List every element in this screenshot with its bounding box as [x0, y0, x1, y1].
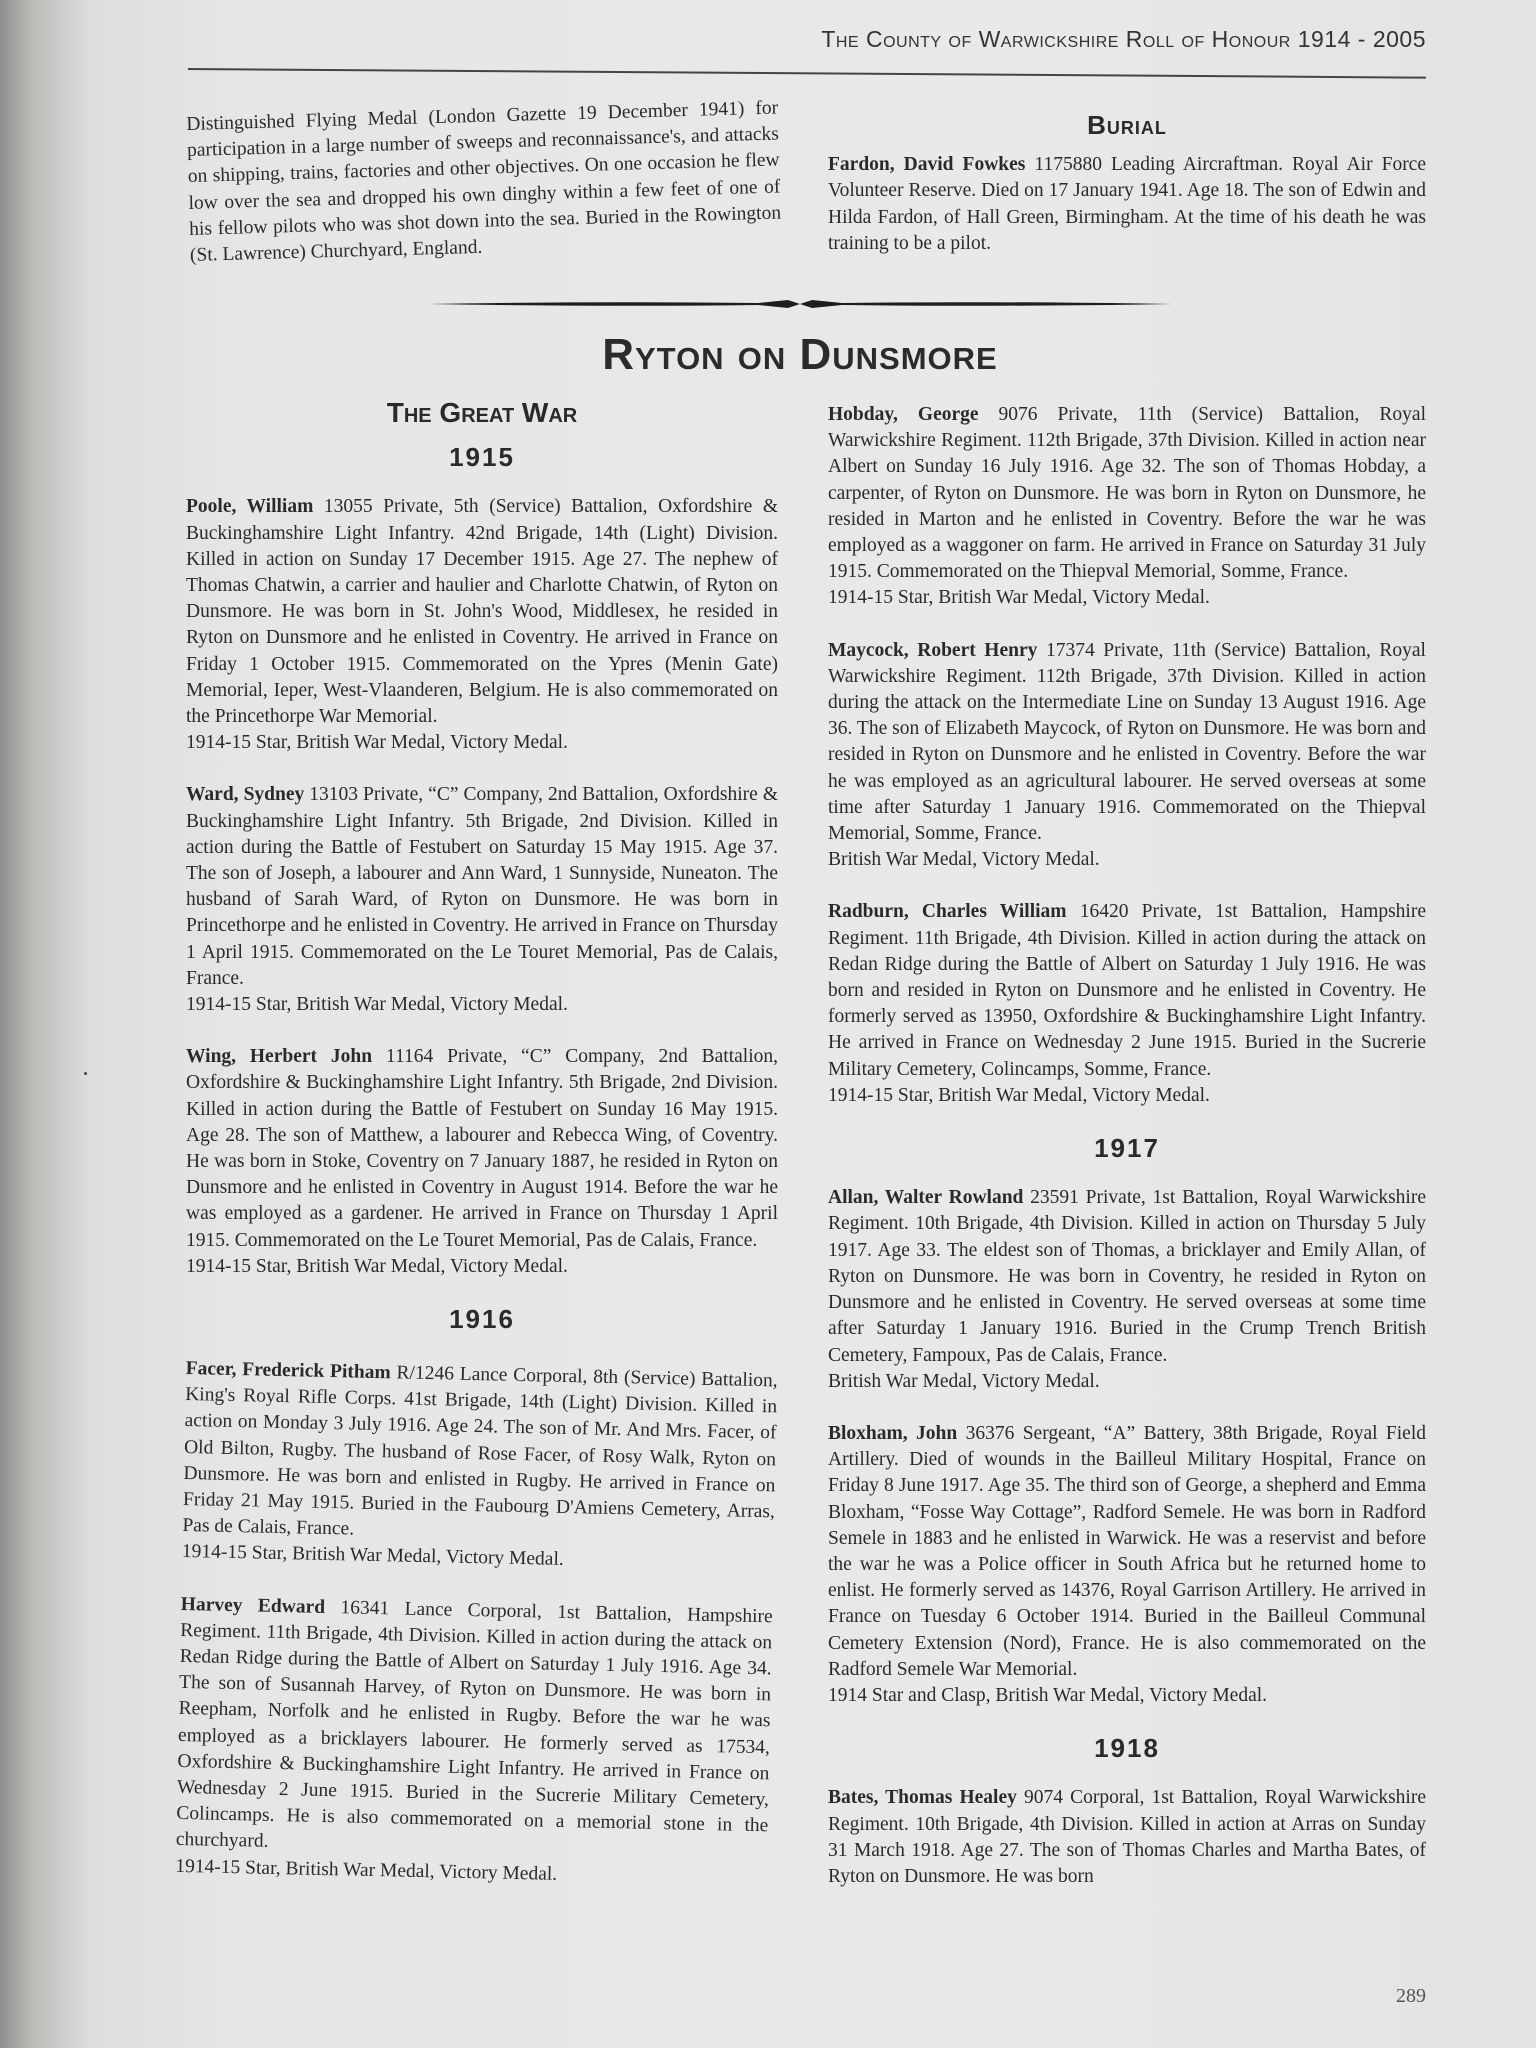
entry-harvey: [175, 1592, 773, 1893]
page-number: 289: [1396, 1985, 1426, 2007]
right-column: [828, 402, 1426, 1916]
entry-text: 16341 Lance Corporal, 1st Battalion, Hampshire Regiment. 11th Brigade, 4th Division. Killed in action during the attack on Redan Ridge during the Battle of Albert on Saturday 1 July 1916. Age 34. The son of Susannah Harvey, of Ryton on Dunsmore. He was born in Reepham, Norfolk and he enlisted in Rugby. Before the war he was employed as a bricklayers labourer. He formerly served as 17534, Oxfordshire & Buckinghamshire Light Infantry. He arrived in France on Wednesday 2 June 1915. Buried in the Sucrerie Military Cemetery, Colincamps. He is also commemorated on a memorial stone in the churchyard.: [175, 1596, 773, 1853]
entry-name: Fardon, David Fowkes: [828, 154, 1026, 176]
place-title: Ryton on Dunsmore: [602, 330, 998, 379]
year-heading-1917: 1917: [1094, 1133, 1160, 1164]
running-head: The County of Warwickshire Roll of Honour 1914 - 2005: [821, 26, 1426, 52]
entry-bloxham: [828, 1421, 1426, 1709]
entry-medals: 1914-15 Star, British War Medal, Victory Medal.: [181, 1541, 564, 1571]
entry-text: 13055 Private, 5th (Service) Battalion, Oxfordshire & Buckinghamshire Light Infantry. 42nd Brigade, 14th (Light) Division. Killed in action on Sunday 17 December 1915. Age 27. The nephew of Thomas Chatwin, a carrier and haulier and Charlotte Chatwin, of Ryton on Dunsmore. He was born in St. John's Wood, Middlesex, he resided in Ryton on Dunsmore and he enlisted in Coventry. He arrived in France on Friday 1 October 1915. Commemorated on the Ypres (Menin Gate) Memorial, Ieper, West-Vlaanderen, Belgium. He is also commemorated on the Princethorpe War Memorial.: [186, 496, 778, 728]
year-heading-1916: 1916: [449, 1304, 515, 1335]
entry-maycock: [828, 638, 1426, 874]
entry-text: 13103 Private, “C” Company, 2nd Battalion, Oxfordshire & Buckinghamshire Light Infantry. 5th Brigade, 2nd Division. Killed in action during the Battle of Festubert on Saturday 15 May 1915. Age 37. The son of Joseph, a labourer and Ann Ward, 1 Sunnyside, Nuneaton. The husband of Sarah Ward, of Ryton on Dunsmore. He was born in Princethorpe and he enlisted in Coventry. He arrived in France on Thursday 1 April 1915. Commemorated on the Le Touret Memorial, Pas de Calais, France.: [186, 784, 778, 989]
entry-medals: 1914-15 Star, British War Medal, Victory Medal.: [186, 732, 568, 754]
burial-section: [828, 112, 1426, 257]
entry-text: 9074 Corporal, 1st Battalion, Royal Warwickshire Regiment. 10th Brigade, 4th Division. Killed in action at Arras on Sunday 31 March 1918. Age 27. The son of Thomas Charles and Martha Bates, of Ryton on Dunsmore. He was born: [828, 1787, 1426, 1887]
burial-heading: Burial: [1087, 110, 1167, 140]
entry-text: 36376 Sergeant, “A” Battery, 38th Brigade, Royal Field Artillery. Died of wounds in the Bailleul Military Hospital, France on Friday 8 June 1917. Age 35. The third son of George, a shepherd and Emma Bloxham, “Fosse Way Cottage”, Radford Semele. He was born in Radford Semele in 1883 and he enlisted in Warwick. He was a reservist and before the war he was a Police officer in South Africa but he returned home to enlist. He formerly served as 14376, Royal Garrison Artillery. He arrived in France on Tuesday 6 October 1914. Buried in the Bailleul Communal Cemetery Extension (Nord), France. He is also commemorated on the Radford Semele War Memorial.: [828, 1422, 1427, 1680]
entry-medals: British War Medal, Victory Medal.: [828, 1370, 1100, 1392]
entry-name: Poole, William: [186, 496, 314, 518]
entry-name: Facer, Frederick Pitham: [185, 1358, 391, 1384]
entry-name: Radburn, Charles William: [828, 901, 1067, 923]
entry-name: Bates, Thomas Healey: [828, 1787, 1017, 1809]
entry-text: 9076 Private, 11th (Service) Battalion, Royal Warwickshire Regiment. 112th Brigade, 37th Division. Killed in action near Albert on Sunday 16 July 1916. Age 32. The son of Thomas Hobday, a carpenter, of Ryton on Dunsmore. He was born in Ryton on Dunsmore, he resided in Marton and he enlisted in Coventry. Before the war he was employed as a waggoner on farm. He arrived in France on Saturday 31 July 1915. Commemorated on the Thiepval Memorial, Somme, France.: [828, 404, 1426, 583]
year-heading-1918: 1918: [1094, 1733, 1160, 1764]
entry-medals: 1914-15 Star, British War Medal, Victory Medal.: [175, 1855, 558, 1885]
left-column: [175, 397, 779, 1906]
continued-entry-text: Distinguished Flying Medal (London Gazette 19 December 1941) for participation in a large number of sweeps and reconnaissance's, and attacks on shipping, trains, factories and other objectives. On one occasion he flew low over the sea and dropped his own dinghy within a few feet of one of his fellow pilots who was shot down into the sea. Buried in the Rowington (St. Lawrence) Churchyard, England.: [186, 97, 782, 266]
page-speck: [84, 1072, 87, 1075]
entry-ward: [186, 782, 778, 1018]
entry-allan: [828, 1185, 1426, 1395]
entry-name: Allan, Walter Rowland: [828, 1187, 1024, 1209]
entry-text: R/1246 Lance Corporal, 8th (Service) Battalion, King's Royal Rifle Corps. 41st Brigade, 14th (Light) Division. Killed in action on Monday 3 July 1916. Age 24. The son of Mr. And Mrs. Facer, of Old Bilton, Rugby. The husband of Rose Facer, of Rosy Walk, Ryton on Dunsmore. He was born and enlisted in Rugby. He arrived in France on Friday 21 May 1915. Buried in the Faubourg D'Amiens Cemetery, Arras, Pas de Calais, France.: [182, 1362, 778, 1541]
entry-name: Hobday, George: [828, 404, 979, 425]
entry-text: 16420 Private, 1st Battalion, Hampshire Regiment. 11th Brigade, 4th Division. Killed in action during the attack on Redan Ridge during the Battle of Albert on Saturday 1 July 1916. He was born and resided in Ryton on Dunsmore and he enlisted in Coventry. He formerly served as 13950, Oxfordshire & Buckinghamshire Light Infantry. He arrived in France on Wednesday 2 June 1915. Buried in the Sucrerie Military Cemetery, Colincamps, Somme, France.: [828, 901, 1426, 1080]
entry-text: 11164 Private, “C” Company, 2nd Battalion, Oxfordshire & Buckinghamshire Light Infantry. 5th Brigade, 2nd Division. Killed in action during the Battle of Festubert on Sunday 16 May 1915. Age 28. The son of Matthew, a labourer and Rebecca Wing, of Coventry. He was born in Stoke, Coventry on 7 January 1887, he resided in Ryton on Dunsmore and he enlisted in Coventry in August 1914. Before the war he was employed as a gardener. He arrived in France on Thursday 1 April 1915. Commemorated on the Le Touret Memorial, Pas de Calais, France.: [186, 1046, 779, 1251]
entry-text: 23591 Private, 1st Battalion, Royal Warwickshire Regiment. 10th Brigade, 4th Division. Killed in action on Thursday 5 July 1917. Age 33. The eldest son of Thomas, a bricklayer and Emily Allan, of Ryton on Dunsmore. He was born in Coventry, he resided in Ryton on Dunsmore and he enlisted in Coventry. He served overseas at some time after Saturday 1 January 1916. Buried in the Crump Trench British Cemetery, Fampoux, Pas de Calais, France.: [828, 1187, 1426, 1366]
section-title: The Great War: [386, 397, 578, 428]
entry-poole: [186, 494, 778, 756]
entry-medals: 1914-15 Star, British War Medal, Victory Medal.: [828, 1084, 1210, 1106]
entry-hobday: [828, 402, 1426, 612]
entry-name: Ward, Sydney: [186, 784, 305, 806]
entry-name: Wing, Herbert John: [186, 1046, 373, 1068]
entry-facer: [182, 1356, 778, 1578]
entry-bates: [828, 1785, 1426, 1890]
entry-medals: 1914 Star and Clasp, British War Medal, Victory Medal.: [828, 1684, 1268, 1706]
entry-name: Harvey Edward: [180, 1593, 326, 1618]
entry-text: 17374 Private, 11th (Service) Battalion, Royal Warwickshire Regiment. 112th Brigade, 37th Division. Killed in action during the attack on the Intermediate Line on Sunday 13 August 1916. Age 36. The son of Elizabeth Maycock, of Ryton on Dunsmore. He was born and resided in Ryton on Dunsmore and he enlisted in Coventry. Before the war he was employed as an agricultural labourer. He served overseas at some time after Saturday 1 January 1916. Commemorated on the Thiepval Memorial, Somme, France.: [828, 639, 1426, 845]
entry-medals: 1914-15 Star, British War Medal, Victory Medal.: [186, 1255, 568, 1277]
entry-wing: [186, 1044, 778, 1280]
header-rule: [188, 68, 1426, 79]
entry-medals: British War Medal, Victory Medal.: [828, 849, 1100, 871]
entry-medals: 1914-15 Star, British War Medal, Victory Medal.: [186, 994, 568, 1016]
continued-entry: [186, 95, 782, 269]
burial-entry: [828, 152, 1426, 257]
entry-medals: 1914-15 Star, British War Medal, Victory Medal.: [828, 587, 1210, 609]
entry-radburn: [828, 899, 1426, 1109]
entry-name: Bloxham, John: [828, 1422, 958, 1444]
entry-text: 1175880 Leading Aircraftman. Royal Air Force Volunteer Reserve. Died on 17 January 1941. Age 18. The son of Edwin and Hilda Fardon, of Hall Green, Birmingham. At the time of his death he was training to be a pilot.: [828, 154, 1426, 254]
year-heading-1915: 1915: [449, 442, 515, 473]
entry-name: Maycock, Robert Henry: [828, 639, 1038, 661]
ornamental-divider: [428, 298, 1173, 310]
left-column-lower: [175, 1356, 778, 1892]
